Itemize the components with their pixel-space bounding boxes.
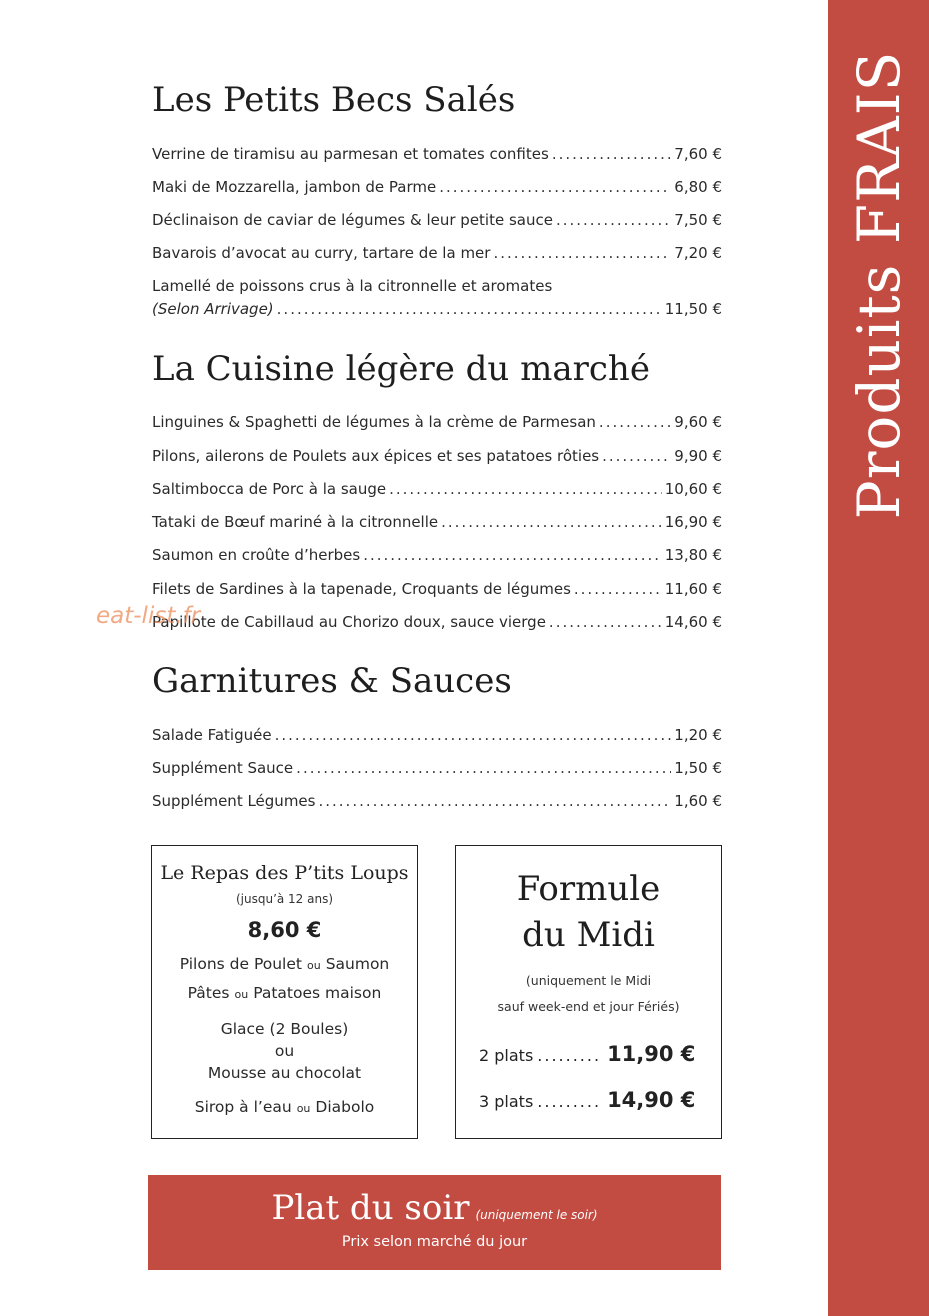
menu-item	[152, 513, 722, 533]
leader-dots	[275, 726, 672, 744]
item-name: Verrine de tiramisu au parmesan et tomates confites	[152, 145, 549, 163]
leader-dots	[602, 447, 671, 465]
leader-dots	[574, 580, 662, 598]
leader-dots	[441, 513, 662, 531]
plat-du-soir-title: Plat du soir	[271, 1188, 470, 1228]
item-price: 9,90 €	[674, 447, 722, 465]
item-price: 10,60 €	[664, 480, 722, 498]
option-price: 14,90 €	[607, 1088, 696, 1112]
leader-dots	[493, 244, 671, 262]
item-name: Lamellé de poissons crus à la citronnelle et aromates	[152, 277, 553, 295]
leader-dots: .........	[537, 1046, 602, 1065]
item-name: Supplément Légumes	[152, 792, 316, 810]
kids-main-choice	[152, 954, 417, 976]
menu-item	[152, 178, 722, 198]
plat-du-soir-note: (uniquement le soir)	[475, 1208, 598, 1222]
item-name: Tataki de Bœuf mariné à la citronnelle	[152, 513, 439, 531]
item-name: Maki de Mozzarella, jambon de Parme	[152, 178, 437, 196]
title-line: Formule	[516, 869, 661, 909]
item-name: Filets de Sardines à la tapenade, Croquants de légumes	[152, 580, 571, 598]
plat-du-soir-banner	[148, 1175, 721, 1270]
menu-item	[152, 211, 722, 231]
formule-midi-note	[456, 968, 721, 1020]
option-label: 3 plats	[479, 1092, 534, 1111]
menu-item	[152, 413, 722, 433]
menu-item	[152, 277, 722, 320]
leader-dots	[296, 759, 671, 777]
item-price: 16,90 €	[664, 513, 722, 531]
kids-side-choice	[152, 983, 417, 1005]
note-line: sauf week-end et jour Fériés)	[497, 999, 680, 1014]
leader-dots	[277, 300, 662, 318]
choice-text: Pâtes	[187, 984, 230, 1002]
menu-item	[152, 546, 722, 566]
option-label: 2 plats	[479, 1046, 534, 1065]
menu-item	[152, 480, 722, 500]
section-title-garnitures: Garnitures & Sauces	[152, 661, 512, 701]
item-price: 1,50 €	[674, 759, 722, 777]
or-text: ou	[234, 988, 249, 1001]
item-price: 13,80 €	[664, 546, 722, 564]
formule-midi-title	[456, 866, 721, 958]
leader-dots	[318, 792, 671, 810]
kids-dessert-a: Glace (2 Boules)	[220, 1020, 349, 1038]
menu-item	[152, 613, 722, 633]
item-name: Salade Fatiguée	[152, 726, 272, 744]
section-title-cuisine: La Cuisine légère du marché	[152, 349, 650, 389]
leader-dots	[363, 546, 662, 564]
sidebar-title: Produits FRAIS	[844, 50, 913, 520]
leader-dots: .........	[537, 1092, 602, 1111]
item-price: 9,60 €	[674, 413, 722, 431]
item-note: (Selon Arrivage)	[152, 300, 274, 318]
item-name: Bavarois d’avocat au curry, tartare de la mer	[152, 244, 491, 262]
kids-dessert-b: Mousse au chocolat	[207, 1064, 362, 1082]
menu-item	[152, 145, 722, 165]
item-price: 6,80 €	[674, 178, 722, 196]
menu-item	[152, 792, 722, 812]
plat-du-soir-subtitle: Prix selon marché du jour	[341, 1234, 528, 1250]
item-price: 14,60 €	[664, 613, 722, 631]
section-title-petits-becs: Les Petits Becs Salés	[152, 80, 516, 120]
item-name: Saltimbocca de Porc à la sauge	[152, 480, 387, 498]
option-price: 11,90 €	[607, 1042, 696, 1066]
choice-text: Pilons de Poulet	[179, 955, 302, 973]
item-name: Pilons, ailerons de Poulets aux épices et ses patatoes rôties	[152, 447, 600, 465]
sidebar-banner	[828, 0, 929, 1316]
item-price: 1,20 €	[674, 726, 722, 744]
or-text: ou	[306, 959, 321, 972]
menu-item	[152, 726, 722, 746]
choice-text: Diabolo	[315, 1098, 375, 1116]
item-name: Papillote de Cabillaud au Chorizo doux, sauce vierge	[152, 613, 546, 631]
leader-dots	[556, 211, 671, 229]
kids-drink-choice	[152, 1097, 417, 1119]
leader-dots	[552, 145, 671, 163]
note-line: (uniquement le Midi	[525, 973, 652, 988]
item-name: Linguines & Spaghetti de légumes à la crème de Parmesan	[152, 413, 596, 431]
menu-item	[152, 580, 722, 600]
leader-dots	[389, 480, 662, 498]
kids-menu-box	[151, 845, 418, 1139]
formule-option	[456, 1088, 721, 1112]
title-line: du Midi	[522, 915, 655, 955]
leader-dots	[549, 613, 662, 631]
choice-text: Saumon	[325, 955, 390, 973]
or-text: ou	[296, 1102, 311, 1115]
choice-text: Patatoes maison	[253, 984, 382, 1002]
kids-menu-title: Le Repas des P’tits Loups	[160, 862, 409, 884]
formule-option	[456, 1042, 721, 1066]
leader-dots	[439, 178, 671, 196]
kids-menu-price: 8,60 €	[247, 918, 322, 942]
item-price: 7,50 €	[674, 211, 722, 229]
menu-item	[152, 759, 722, 779]
watermark: eat-list.fr	[96, 603, 201, 629]
kids-menu-age: (jusqu’à 12 ans)	[235, 892, 334, 906]
plat-du-soir-heading	[148, 1188, 721, 1228]
kids-dessert-or: ou	[274, 1042, 295, 1060]
item-name: Saumon en croûte d’herbes	[152, 546, 361, 564]
formule-midi-box	[455, 845, 722, 1139]
item-price: 1,60 €	[674, 792, 722, 810]
item-name: Supplément Sauce	[152, 759, 294, 777]
item-price: 7,60 €	[674, 145, 722, 163]
item-price: 11,60 €	[664, 580, 722, 598]
choice-text: Sirop à l’eau	[194, 1098, 292, 1116]
leader-dots	[599, 413, 671, 431]
item-price: 11,50 €	[664, 300, 722, 318]
item-price: 7,20 €	[674, 244, 722, 262]
item-name: Déclinaison de caviar de légumes & leur petite sauce	[152, 211, 553, 229]
menu-item	[152, 447, 722, 467]
menu-item	[152, 244, 722, 264]
